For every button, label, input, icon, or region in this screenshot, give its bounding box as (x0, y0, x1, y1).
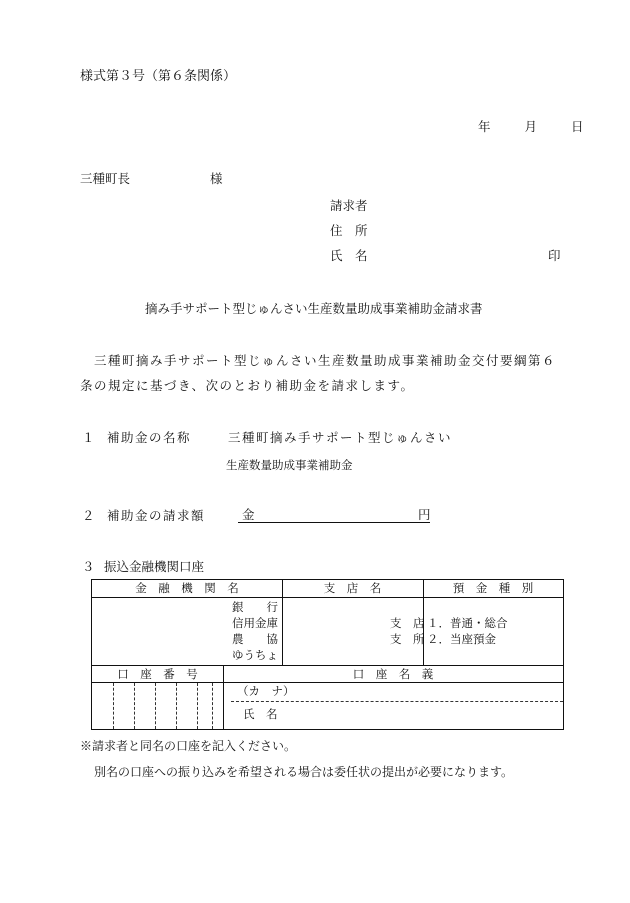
branch-shisho: 支 所 (390, 632, 425, 646)
header-account-number: 口 座 番 号 (92, 666, 224, 683)
inst-yucho: ゆうちょ (232, 648, 278, 662)
addressee-honorific: 様 (210, 171, 223, 186)
item1-value-2: 生産数量助成事業補助金 (226, 458, 353, 472)
kana-divider (231, 701, 563, 702)
header-deposit-type: 預 金 種 別 (423, 580, 563, 598)
date-day: 日 (570, 119, 584, 134)
deposit-type-cell[interactable] (423, 598, 563, 666)
item2-number: ２ (82, 508, 95, 523)
seal-mark: 印 (548, 248, 561, 263)
digit-divider (212, 683, 213, 729)
item1-value-1: 三種町摘み手サポート型じゅんさい (228, 430, 453, 445)
date-month: 月 (524, 119, 537, 134)
note-2: 別名の口座への振り込みを希望される場合は委任状の提出が必要になります。 (94, 765, 514, 779)
amount-prefix: 金 (242, 507, 255, 522)
digit-divider (134, 683, 135, 729)
institution-cell[interactable] (92, 598, 283, 666)
account-number-cell[interactable] (92, 683, 224, 729)
deposit-option-2: ２．当座預金 (427, 632, 496, 646)
account-table (91, 579, 564, 730)
body-line-1: 三種町摘み手サポート型じゅんさい生産数量助成事業補助金交付要綱第６ (94, 353, 557, 368)
digit-divider (155, 683, 156, 729)
item3-number: ３ (82, 559, 95, 574)
requester-address-label: 住 所 (330, 223, 368, 238)
doc-title: 摘み手サポート型じゅんさい生産数量助成事業補助金請求書 (145, 301, 483, 316)
digit-divider (176, 683, 177, 729)
header-account-name: 口 座 名 義 (223, 666, 563, 683)
amount-underline (238, 522, 430, 523)
item1-label: 補助金の名称 (107, 430, 192, 445)
amount-suffix: 円 (418, 507, 431, 522)
account-name-cell[interactable] (223, 683, 563, 729)
branch-shiten: 支 店 (390, 616, 425, 630)
deposit-option-1: １．普通・総合 (427, 616, 508, 630)
inst-nokyo: 農 協 (232, 632, 278, 646)
date-year: 年 (478, 119, 491, 134)
header-branch: 支 店 名 (282, 580, 424, 598)
addressee-name: 三種町長 (80, 171, 131, 186)
header-institution: 金 融 機 関 名 (92, 580, 283, 598)
form-number: 様式第３号（第６条関係） (80, 69, 237, 84)
note-1: ※請求者と同名の口座を記入ください。 (80, 739, 297, 753)
inst-bank: 銀 行 (232, 600, 278, 614)
requester-name-label: 氏 名 (330, 248, 368, 263)
date-line (478, 121, 583, 134)
item2-label: 補助金の請求額 (107, 508, 206, 523)
item3-label: 振込金融機関口座 (104, 559, 205, 574)
name-label: 氏 名 (243, 707, 278, 721)
item1-number: １ (82, 430, 95, 445)
kana-label: （カ ナ） (237, 684, 295, 698)
body-line-2: 条の規定に基づき、次のとおり補助金を請求します。 (80, 378, 415, 393)
requester-title: 請求者 (330, 198, 368, 213)
branch-cell[interactable] (282, 598, 424, 666)
digit-divider (113, 683, 114, 729)
digit-divider (197, 683, 198, 729)
inst-shinkin: 信用金庫 (232, 616, 278, 630)
